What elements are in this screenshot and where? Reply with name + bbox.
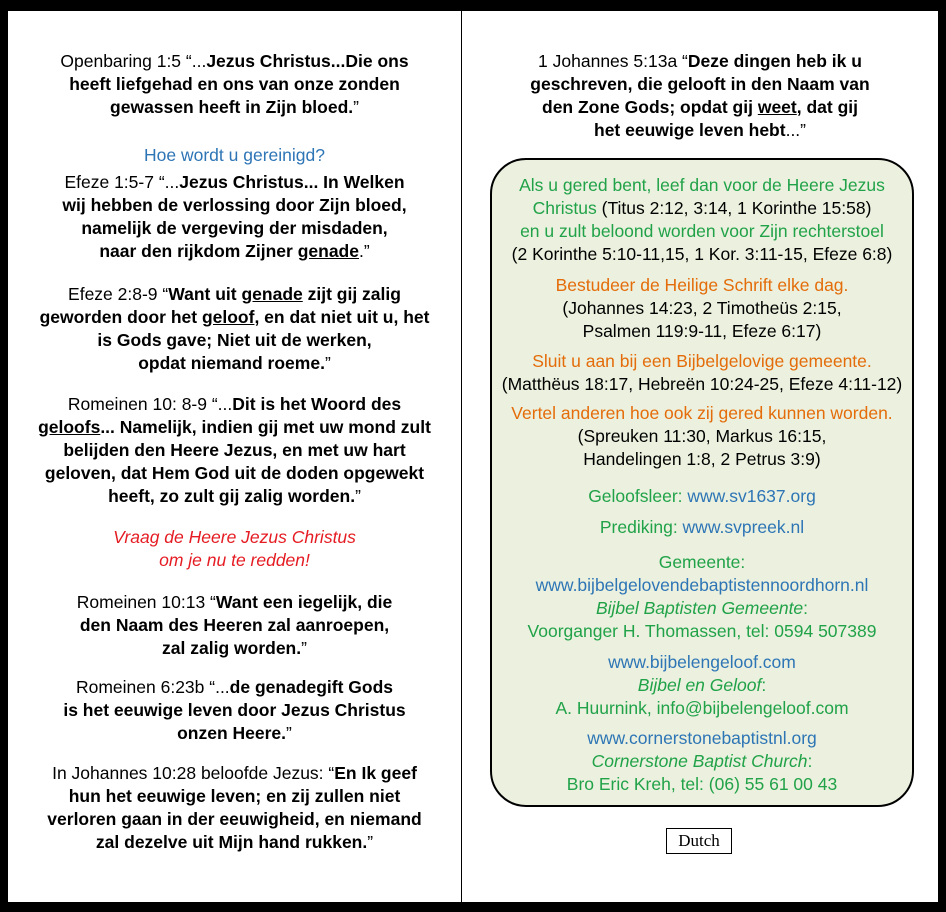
section-text: Sluit u aan bij een Bijbelgelovige gemeente. <box>532 351 872 371</box>
verse-text: zijt gij zalig <box>302 284 401 304</box>
verse-text: Want uit <box>168 284 242 304</box>
study-section <box>492 274 912 343</box>
verse-text: wij hebben de verlossing door Zijn bloed, <box>62 195 407 215</box>
verse-text: het eeuwige leven hebt <box>594 120 786 140</box>
verse-text: ... Namelijk, indien gij met uw mond zult <box>100 417 431 437</box>
verse-text: heeft, zo zult gij zalig worden. <box>108 486 356 506</box>
quote-mark: ” <box>286 723 292 743</box>
scripture-refs: Psalmen 119:9-11, Efeze 6:17) <box>582 321 822 341</box>
verse-romans-6-23 <box>8 676 461 745</box>
punctuation: : <box>803 598 809 618</box>
verse-text: de genadegift Gods <box>229 677 394 697</box>
quote-mark: ” <box>355 486 361 506</box>
verse-reference: Openbaring 1:5 “... <box>60 51 207 71</box>
link-label: Geloofsleer: <box>588 486 688 506</box>
church-link[interactable]: www.bijbelgelovendebaptistennoordhorn.nl <box>535 575 869 595</box>
doctrine-line <box>492 485 912 508</box>
question-heading <box>8 144 461 167</box>
left-panel <box>8 11 461 902</box>
quote-mark: .” <box>358 241 370 261</box>
section-text: Vertel anderen hoe ook zij gered kunnen worden. <box>511 403 893 423</box>
ministry-name: Bijbel en Geloof <box>637 675 762 695</box>
contact-text: Bro Eric Kreh, tel: (06) 55 61 00 43 <box>566 774 838 794</box>
scripture-refs: (2 Korinthe 5:10-11,15, 1 Kor. 3:11-15, Efeze 6:8) <box>511 244 893 264</box>
verse-romans-10-8 <box>8 393 461 508</box>
website-link[interactable]: www.bijbelengeloof.com <box>608 652 796 672</box>
right-panel <box>462 11 938 902</box>
cornerstone-section <box>492 727 912 796</box>
verse-text: is het eeuwige leven door Jezus Christus <box>63 700 406 720</box>
underlined-word: genade <box>297 241 359 261</box>
scripture-refs: Handelingen 1:8, 2 Petrus 3:9) <box>583 449 821 469</box>
join-church-section <box>492 350 912 396</box>
verse-text: heeft liefgehad en ons van onze zonden <box>69 74 400 94</box>
underlined-word: weet <box>757 97 797 117</box>
verse-reference: Efeze 1:5-7 “... <box>64 172 180 192</box>
bijbel-en-geloof-section <box>492 651 912 720</box>
verse-john-10-28 <box>8 762 461 854</box>
underlined-word: geloofs <box>38 417 101 437</box>
verse-text: geworden door het <box>39 307 202 327</box>
question-text: Hoe wordt u gereinigd? <box>144 145 325 165</box>
verse-reference: Romeinen 10:13 “ <box>76 592 216 612</box>
verse-text: den Zone Gods; opdat gij <box>542 97 758 117</box>
verse-reference: Romeinen 6:23b “... <box>75 677 230 697</box>
church-name: Cornerstone Baptist Church <box>591 751 808 771</box>
scripture-refs: (Johannes 14:23, 2 Timotheüs 2:15, <box>562 298 842 318</box>
underlined-word: genade <box>241 284 303 304</box>
section-text: Bestudeer de Heilige Schrift elke dag. <box>555 275 849 295</box>
preaching-line <box>492 516 912 539</box>
verse-text: Want een iegelijk, die <box>215 592 393 612</box>
verse-text: hun het eeuwige leven; en zij zullen niet <box>68 786 401 806</box>
verse-text: Dit is het Woord des <box>232 394 402 414</box>
call-to-action <box>8 526 461 572</box>
verse-text: geloven, dat Hem God uit de doden opgewekt <box>44 463 425 483</box>
verse-reference: Efeze 2:8-9 “ <box>68 284 169 304</box>
doctrine-link[interactable]: www.sv1637.org <box>687 486 816 506</box>
verse-text: onzen Heere. <box>177 723 287 743</box>
verse-text: gewassen heeft in Zijn bloed. <box>110 97 354 117</box>
verse-text: zal zalig worden. <box>162 638 302 658</box>
verse-text: belijden den Heere Jezus, en met uw hart <box>63 440 406 460</box>
verse-text: , en dat niet uit u, het <box>254 307 430 327</box>
live-for-christ-section <box>492 174 912 266</box>
church-name: Bijbel Baptisten Gemeente <box>595 598 804 618</box>
language-badge: Dutch <box>666 828 732 854</box>
quote-mark: ” <box>324 353 331 373</box>
tract-page <box>8 11 938 902</box>
verse-text: Deze dingen heb ik u <box>687 51 862 71</box>
link-label: Gemeente: <box>658 552 746 572</box>
call-text: Vraag de Heere Jezus Christus <box>113 527 356 547</box>
scripture-refs: (Titus 2:12, 3:14, 1 Korinthe 15:58) <box>596 198 872 218</box>
verse-text: namelijk de vergeving der misdaden, <box>81 218 388 238</box>
verse-text: Jezus Christus... In Welken <box>179 172 405 192</box>
scripture-refs: (Spreuken 11:30, Markus 16:15, <box>577 426 827 446</box>
scripture-refs: (Matthëus 18:17, Hebreën 10:24-25, Efeze 4:11-12) <box>501 374 903 394</box>
verse-text: En Ik geef <box>334 763 417 783</box>
verse-text: Jezus Christus...Die ons <box>206 51 409 71</box>
link-label: Prediking: <box>599 517 683 537</box>
preaching-link[interactable]: www.svpreek.nl <box>682 517 805 537</box>
verse-text: geschreven, die gelooft in den Naam van <box>530 74 870 94</box>
church-section <box>492 551 912 643</box>
verse-reference: In Johannes 10:28 beloofde Jezus: “ <box>52 763 335 783</box>
punctuation: : <box>761 675 767 695</box>
quote-mark: ” <box>353 97 359 117</box>
verse-text: naar den rijkdom Zijner <box>99 241 298 261</box>
verse-text: , dat gij <box>796 97 858 117</box>
verse-revelation <box>8 50 461 119</box>
verse-text: opdat niemand roeme. <box>138 353 325 373</box>
quote-mark: ...” <box>785 120 806 140</box>
verse-text: is Gods gave; Niet uit de werken, <box>97 330 372 350</box>
verse-text: den Naam des Heeren zal aanroepen, <box>79 615 390 635</box>
verse-text: zal dezelve uit Mijn hand rukken. <box>95 832 368 852</box>
quote-mark: ” <box>301 638 307 658</box>
section-text: en u zult beloond worden voor Zijn rechterstoel <box>520 221 884 241</box>
call-text: om je nu te redden! <box>159 550 310 570</box>
underlined-word: geloof <box>201 307 255 327</box>
verse-romans-10-13 <box>8 591 461 660</box>
contact-text: A. Huurnink, info@bijbelengeloof.com <box>555 698 849 718</box>
tell-others-section <box>492 402 912 471</box>
quote-mark: ” <box>367 832 374 852</box>
website-link[interactable]: www.cornerstonebaptistnl.org <box>587 728 817 748</box>
verse-1-john-5-13 <box>462 50 938 142</box>
verse-text: verloren gaan in der eeuwigheid, en niemand <box>47 809 422 829</box>
section-text: Als u gered bent, leef dan voor de Heere Jezus <box>519 175 885 195</box>
verse-reference: Romeinen 10: 8-9 “... <box>67 394 233 414</box>
contact-text: Voorganger H. Thomassen, tel: 0594 507389 <box>527 621 877 641</box>
guidance-box <box>490 158 914 807</box>
verse-ephesians-1 <box>8 171 461 263</box>
verse-ephesians-2 <box>8 283 461 375</box>
section-text: Christus <box>532 198 597 218</box>
verse-reference: 1 Johannes 5:13a “ <box>538 51 688 71</box>
punctuation: : <box>807 751 813 771</box>
